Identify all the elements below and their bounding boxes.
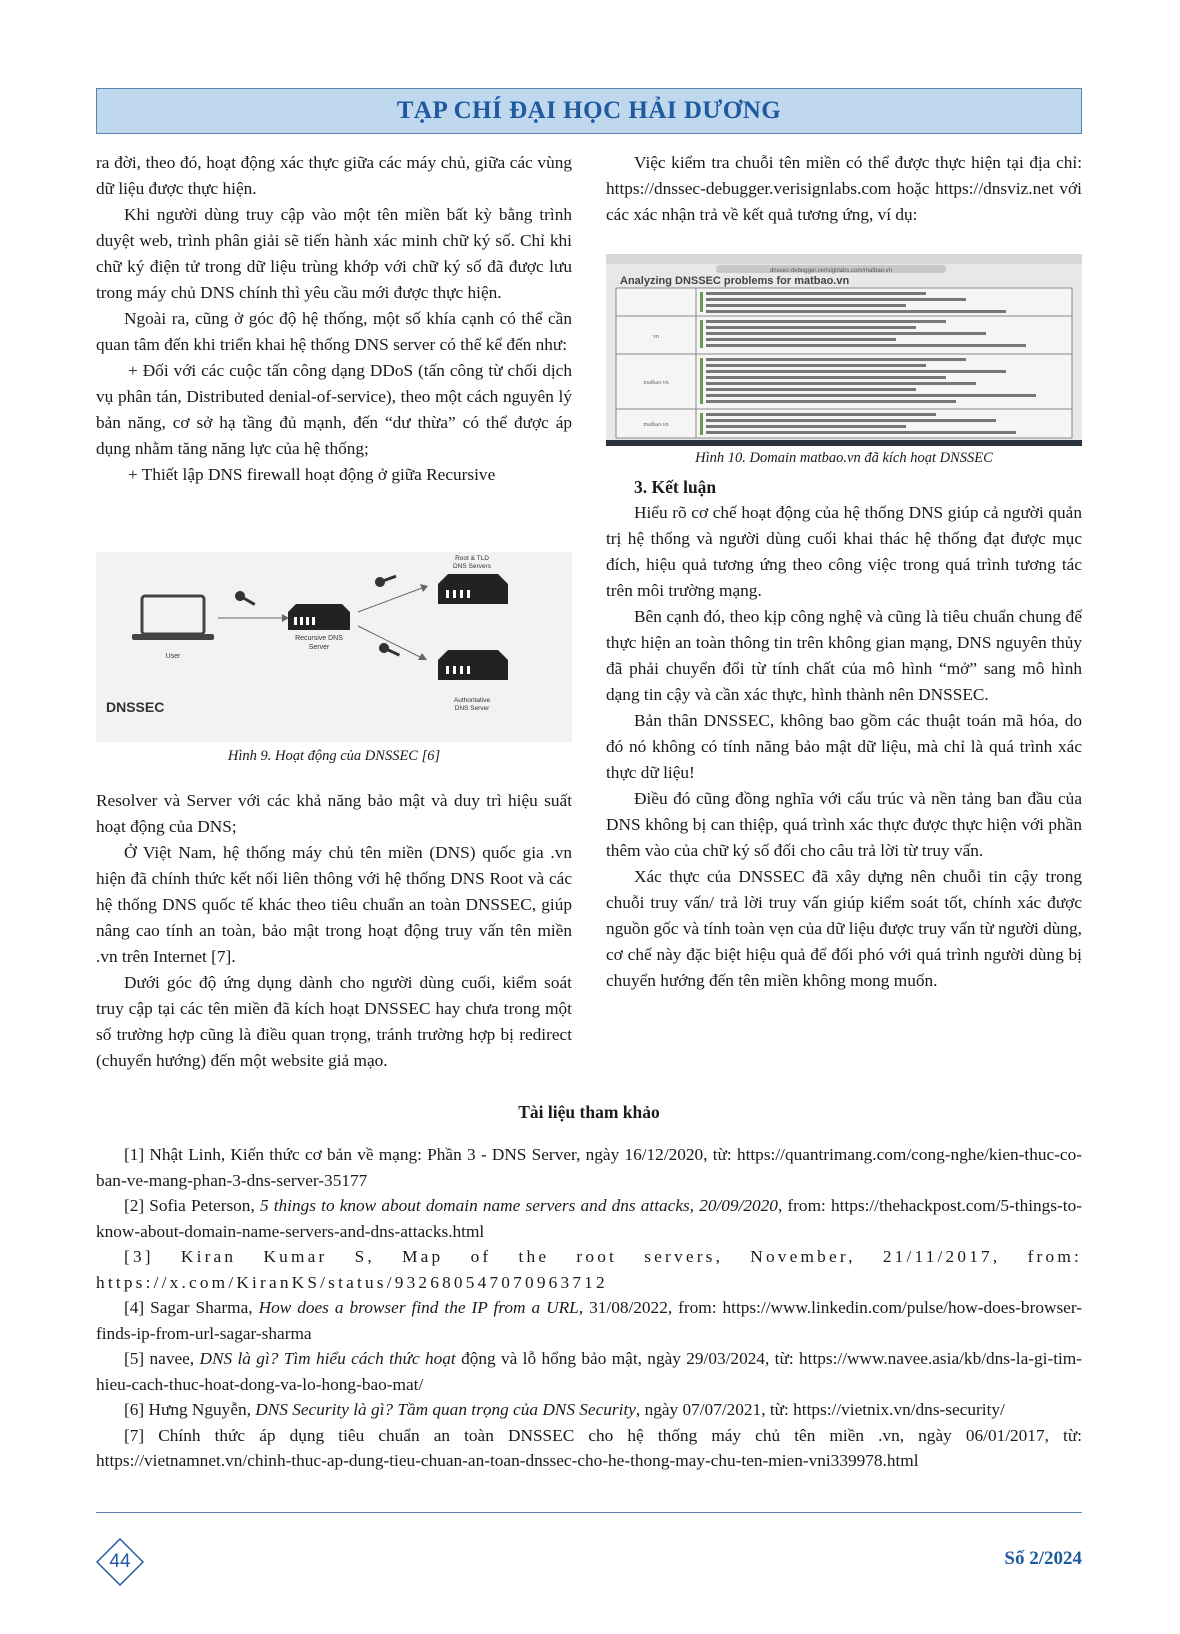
paragraph: Ngoài ra, cũng ở góc độ hệ thống, một số khía cạnh có thể cần quan tâm đến khi triển khai hệ thống DNS server có thể kể đến như: — [96, 309, 572, 354]
root-server-icon — [438, 574, 508, 604]
right-column-top — [606, 150, 1082, 228]
journal-title: TẠP CHÍ ĐẠI HỌC HẢI DƯƠNG — [396, 97, 782, 124]
paragraph: Bản thân DNSSEC, không bao gồm các thuật toán mã hóa, do đó nó không có tính năng bảo mật dữ liệu, mà chỉ là quá trình xác thực dữ liệu! — [606, 711, 1082, 782]
paragraph: ra đời, theo đó, hoạt động xác thực giữa các máy chủ, giữa các vùng dữ liệu được thực hiện. — [96, 153, 572, 198]
reference-text: [3] Kiran Kumar S, Map of the root servers, November, 21/11/2017, from: https://x.com/KiranKS/status/932680547070963712 — [96, 1247, 1082, 1292]
paragraph: Ở Việt Nam, hệ thống máy chủ tên miền (DNS) quốc gia .vn hiện đã chính thức kết nối liên thông với hệ thống DNS Root và các hệ thống DNS quốc tế khác theo tiêu chuẩn an toàn DNSSEC, giúp nâng cao tính an toàn, bảo mật trong hoạt động truy vấn tên miền .vn trên Internet [7]. — [96, 843, 572, 966]
reference-item — [96, 1244, 1082, 1295]
authoritative-server-icon — [438, 650, 508, 680]
row-label: vn — [653, 334, 659, 340]
key-icon — [374, 571, 398, 588]
right-column-bottom — [606, 474, 1082, 994]
figure-dnssec-debugger-screenshot — [606, 254, 1082, 446]
reference-item — [96, 1423, 1082, 1474]
paragraph: Điều đó cũng đồng nghĩa với cấu trúc và nền tảng ban đầu của DNS không bị can thiệp, quá trình xác thực được thực hiện với phần thêm vào của chữ ký số đối cho câu trả lời từ truy vấn. — [606, 789, 1082, 860]
journal-header — [96, 88, 1082, 134]
dnssec-badge: DNSSEC — [106, 699, 165, 715]
left-column-bottom — [96, 788, 572, 1074]
reference-title-italic: 5 things to know about domain name servers and dns attacks, 20/09/2020 — [259, 1196, 778, 1215]
auth-label: Authoritative — [453, 697, 491, 704]
reference-item — [96, 1346, 1082, 1397]
reference-text: [6] Hưng Nguyễn, — [124, 1400, 256, 1419]
row-label: matbao.vn — [643, 380, 669, 386]
paragraph: Khi người dùng truy cập vào một tên miền bất kỳ bằng trình duyệt web, trình phân giải sẽ tiến hành xác minh chữ ký số. Chỉ khi chữ ký điện tử trong dữ liệu trùng khớp với chữ ký số đã được lưu trong máy chủ DNS chính thì yêu cầu mới được thực hiện. — [96, 205, 572, 302]
page-number: 44 — [109, 1551, 131, 1572]
paragraph: + Đối với các cuộc tấn công dạng DDoS (tấn công từ chối dịch vụ phân tán, Distributed denial-of-service), theo một cách nguyên lý bản năng, cơ sở hạ tầng đủ mạnh, đến “dư thừa” có thể được áp dụng nhằm tăng năng lực của hệ thống; — [96, 361, 572, 458]
footer-divider — [96, 1512, 1082, 1513]
reference-item — [96, 1193, 1082, 1244]
paragraph: Việc kiểm tra chuỗi tên miền có thể được thực hiện tại địa chỉ: https://dnssec-debugger.verisignlabs.com hoặc https://dnsviz.net với các xác nhận trả về kết quả tương ứng, ví dụ: — [606, 153, 1082, 224]
reference-item — [96, 1295, 1082, 1346]
reference-text: [1] Nhật Linh, Kiến thức cơ bản về mạng: Phần 3 - DNS Server, ngày 16/12/2020, từ: https://quantrimang.com/cong-nghe/kien-thuc-co-ban-ve-mang-phan-3-dns-server-35177 — [96, 1145, 1082, 1190]
references-list — [96, 1142, 1082, 1474]
reference-item — [96, 1142, 1082, 1193]
screenshot-title: Analyzing DNSSEC problems for matbao.vn — [620, 275, 850, 287]
reference-title-italic: DNS là gì? Tìm hiểu cách thức hoạt — [199, 1349, 456, 1368]
reference-text: , from: https://thehackpost.com/5-things-to-know-about-domain-name-servers-and-dns-attacks.html — [96, 1196, 1082, 1241]
section-heading: 3. Kết luận — [634, 477, 717, 497]
figure-dnssec-diagram — [96, 552, 572, 742]
reference-title-italic: How does a browser find the IP from a URL — [258, 1298, 579, 1317]
row-label: . — [655, 300, 657, 306]
reference-text: [4] Sagar Sharma, — [124, 1298, 259, 1317]
recursive-label: Recursive DNS — [295, 635, 343, 642]
reference-text: , ngày 07/07/2021, từ: https://vietnix.vn/dns-security/ — [635, 1400, 1005, 1419]
dnssec-diagram-svg — [96, 552, 572, 742]
paragraph: + Thiết lập DNS firewall hoạt động ở giữa Recursive — [128, 465, 496, 484]
reference-text: [2] Sofia Peterson, — [124, 1196, 260, 1215]
auth-label-2: DNS Server — [454, 705, 490, 712]
paragraph: Xác thực của DNSSEC đã xây dựng nên chuỗi tin cậy trong chuỗi truy vấn/ trả lời truy vấn giúp kiểm soát tốt, chính xác được nguồn gốc và tính toàn vẹn của dữ liệu được truy vấn từ người dùng, cơ chế này đặc biệt hiệu quả để đối phó với quá trình người dùng bị chuyển hướng đến tên miền không mong muốn. — [606, 867, 1082, 990]
issue-number: Số 2/2024 — [1004, 1548, 1082, 1569]
left-column-top — [96, 150, 572, 488]
paragraph: Dưới góc độ ứng dụng dành cho người dùng cuối, kiểm soát truy cập tại các tên miền đã kích hoạt DNSSEC hay chưa trong một số trường hợp cũng là điều quan trọng, tránh trường hợp bị redirect (chuyển hướng) đến một website giả mạo. — [96, 973, 572, 1070]
paragraph: Resolver và Server với các khả năng bảo mật và duy trì hiệu suất hoạt động của DNS; — [96, 791, 572, 836]
reference-text: , 31/08/2022, from: https://www.linkedin.com/pulse/how-does-browser-finds-ip-from-url-sagar-sharma — [96, 1298, 1082, 1343]
figure-10-caption: Hình 10. Domain matbao.vn đã kích hoạt DNSSEC — [695, 450, 993, 466]
root-label-2: DNS Servers — [453, 563, 491, 570]
screenshot-svg — [606, 254, 1082, 446]
page-number-badge — [96, 1538, 144, 1586]
recursive-server-icon — [288, 604, 350, 630]
screenshot-url: dnssec-debugger.verisignlabs.com/matbao.vn — [769, 268, 893, 274]
root-label: Root & TLD — [455, 555, 489, 562]
key-icon — [377, 641, 401, 659]
reference-text: động và lỗ hổng bảo mật, ngày 29/03/2024, từ: https://www.navee.asia/kb/dns-la-gi-tim-hieu-cach-thuc-hoat-dong-va-lo-hong-bao-mat/ — [96, 1349, 1082, 1394]
reference-title-italic: DNS Security là gì? Tầm quan trọng của DNS Security — [255, 1400, 636, 1419]
laptop-icon — [132, 596, 214, 640]
figure-9-caption: Hình 9. Hoạt động của DNSSEC [6] — [227, 748, 441, 764]
reference-item — [96, 1397, 1082, 1423]
paragraph: Hiểu rõ cơ chế hoạt động của hệ thống DNS giúp cả người quản trị hệ thống và người dùng cuối khai thác hệ thống đạt được mục đích, hiệu quả tương ứng theo công việc trong quá trình tương tác trên môi trường mạng. — [606, 503, 1082, 600]
row-label: matbao.vn — [643, 422, 669, 428]
reference-text: [7] Chính thức áp dụng tiêu chuẩn an toàn DNSSEC cho hệ thống máy chủ tên miền .vn, ngày 06/01/2017, từ: https://vietnamnet.vn/chinh-thuc-ap-dung-tieu-chuan-an-toan-dnssec-cho-he-thong-may-chu-ten-mien-vni339978.html — [96, 1425, 1082, 1470]
reference-text: [5] navee, — [124, 1349, 200, 1368]
references-title: Tài liệu tham khảo — [518, 1102, 660, 1122]
paragraph: Bên cạnh đó, theo kịp công nghệ và cũng là tiêu chuẩn chung để thực hiện an toàn thông tin trên không gian mạng, DNS nguyên thủy đã phải chuyển đổi từ tính chất của mô hình “mở” sang mô hình dạng tin cậy và cần xác thực, hình thành nên DNSSEC. — [606, 607, 1082, 704]
key-icon — [233, 589, 257, 609]
user-label: User — [165, 653, 181, 660]
recursive-label-2: Server — [308, 644, 330, 651]
